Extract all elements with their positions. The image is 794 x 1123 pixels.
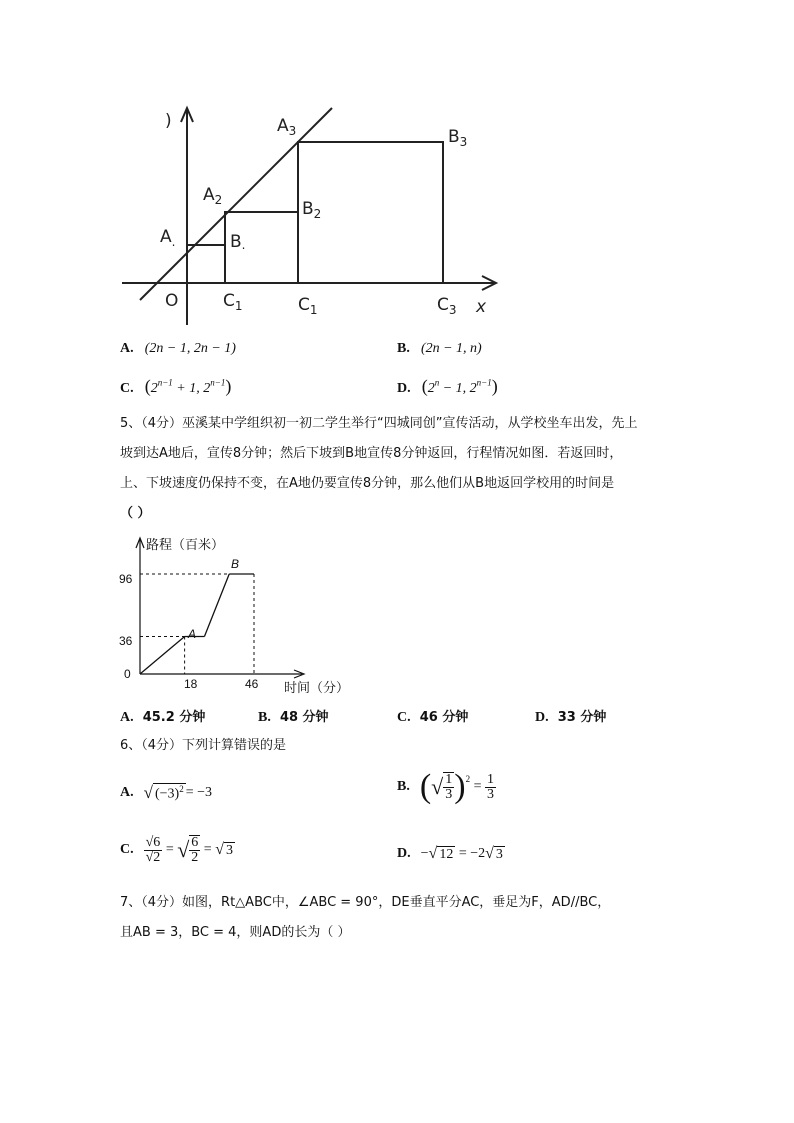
y-label: )	[165, 111, 172, 131]
numerator: 6	[191, 835, 199, 850]
option-text: (2n − 1, n)	[420, 341, 482, 356]
fraction-mid	[189, 835, 200, 865]
sqrt-symbol: √	[215, 841, 224, 858]
option-text: 46 分钟	[419, 710, 469, 725]
q4-option-a[interactable]	[120, 337, 236, 357]
paren-close: )	[454, 768, 466, 805]
q4-option-c[interactable]	[120, 376, 231, 397]
equals: =	[470, 779, 485, 794]
fraction	[443, 772, 454, 802]
option-label: A.	[120, 341, 134, 356]
q7-line-2: 且AB = 3，BC = 4，则AD的长为（ ）	[120, 925, 351, 940]
q5-stem	[120, 409, 638, 529]
option-label: D.	[397, 381, 411, 396]
q6-option-b[interactable]	[397, 768, 496, 806]
power: 2	[465, 774, 471, 784]
paren-open: (	[419, 768, 432, 805]
label-b2: $B_2$	[302, 199, 322, 221]
radicand-3: 3	[495, 846, 503, 862]
point-label-b: B	[231, 557, 240, 571]
d-base: 2	[427, 381, 435, 396]
squares-figure	[110, 100, 510, 330]
rhs: = −3	[185, 785, 212, 800]
sqrt-symbol: √	[143, 783, 153, 802]
d-mid: − 1, 2	[439, 381, 477, 396]
label-a3: $A_3$	[277, 116, 297, 138]
equals-2: =	[200, 842, 216, 857]
sqrt-symbol: √	[177, 837, 190, 862]
label-c2: $C_1$	[298, 295, 318, 317]
equals: = −2	[455, 846, 486, 861]
label-c1: $C_1$	[223, 291, 243, 313]
option-text: (2n − 1, 2n − 1)	[144, 341, 236, 356]
numerator: √6	[145, 834, 161, 850]
radicand-pow: 2	[179, 784, 184, 795]
option-text: 33 分钟	[557, 710, 607, 725]
xtick-18: 18	[184, 677, 198, 691]
q5-option-a[interactable]	[120, 706, 205, 726]
option-label: D.	[397, 846, 411, 861]
option-label: C.	[397, 710, 411, 725]
sqrt-symbol: √	[485, 845, 494, 862]
distance-time-chart	[110, 532, 360, 702]
sqrt-symbol: √	[428, 845, 438, 862]
option-label: B.	[397, 779, 410, 794]
label-b3: $B_3$	[448, 127, 468, 149]
option-text: (	[421, 376, 428, 396]
c-base: 2	[150, 381, 158, 396]
chart-xlabel: 时间（分）	[284, 680, 350, 695]
option-label: B.	[258, 710, 271, 725]
q5-option-c[interactable]	[397, 706, 468, 726]
d-exp2: n−1	[476, 377, 492, 388]
q5-option-d[interactable]	[535, 706, 606, 726]
option-label: C.	[120, 842, 134, 857]
c-close: )	[225, 376, 232, 396]
label-origin: O	[165, 291, 179, 311]
q5-line-4: （ ）	[120, 506, 151, 521]
square-1	[187, 245, 225, 283]
q5-line-1: 5、（4分）巫溪某中学组织初一初二学生举行“四城同创”宣传活动，从学校坐车出发，先上	[120, 416, 638, 431]
q7-line-1: 7、（4分）如图，Rt△ABC中，∠ABC = 90°，DE垂直平分AC，垂足为F，AD//BC，	[120, 895, 611, 910]
radicand	[153, 783, 186, 803]
point-label-a: A	[188, 627, 197, 641]
q5-option-b[interactable]	[258, 706, 329, 726]
q4-option-d[interactable]	[397, 376, 498, 397]
ytick-36: 36	[119, 634, 133, 648]
equals-1: =	[162, 842, 178, 857]
label-c3: $C_3$	[437, 295, 457, 317]
q5-line-3: 上、下坡速度仍保持不变，在A地仍要宣传8分钟，那么他们从B地返回学校用的时间是	[120, 476, 615, 491]
option-text: 45.2 分钟	[142, 710, 206, 725]
sqrt-symbol: √	[431, 774, 444, 799]
q6-stem: 6、（4分）下列计算错误的是	[120, 738, 287, 753]
label-x: x	[476, 297, 487, 317]
denominator: 3	[445, 787, 453, 802]
q7-stem	[120, 888, 610, 948]
option-label: D.	[535, 710, 549, 725]
numerator: 1	[445, 772, 453, 787]
option-text: 48 分钟	[279, 710, 329, 725]
c-exp1: n−1	[157, 377, 173, 388]
option-label: A.	[120, 710, 134, 725]
chart-ylabel: 路程（百米）	[146, 537, 225, 552]
label-a2: $A_2$	[203, 185, 223, 207]
ytick-96: 96	[119, 572, 133, 586]
series-segment	[204, 574, 229, 637]
radicand-12: 12	[439, 846, 454, 862]
label-b1: B.	[230, 232, 246, 252]
q6-option-a[interactable]	[120, 783, 212, 803]
result-numerator: 1	[486, 771, 494, 787]
q6-option-d[interactable]	[397, 845, 505, 863]
denominator: 2	[191, 850, 199, 865]
d-exp1: n	[434, 377, 440, 388]
option-text: (	[144, 376, 151, 396]
q6-option-c[interactable]	[120, 835, 235, 865]
ytick-0: 0	[124, 667, 131, 681]
result-denominator: 3	[486, 786, 494, 802]
label-a1: $A_.$	[160, 227, 176, 249]
neg-sign: −	[420, 846, 429, 861]
fraction-left	[144, 836, 163, 865]
q4-option-b[interactable]	[397, 337, 482, 357]
result-fraction	[485, 773, 496, 802]
d-close: )	[491, 376, 498, 396]
radicand-base: (−3)	[154, 786, 180, 802]
c-exp2: n−1	[210, 377, 226, 388]
q5-line-2: 坡到达A地后，宣传8分钟；然后下坡到B地宣传8分钟返回，行程情况如图．若返回时，	[120, 446, 623, 461]
option-label: A.	[120, 785, 134, 800]
c-mid: + 1, 2	[172, 381, 211, 396]
option-label: C.	[120, 381, 134, 396]
denominator: √2	[145, 849, 161, 865]
result-radicand: 3	[225, 842, 233, 858]
series-segment	[140, 637, 185, 675]
option-label: B.	[397, 341, 410, 356]
xtick-46: 46	[245, 677, 259, 691]
